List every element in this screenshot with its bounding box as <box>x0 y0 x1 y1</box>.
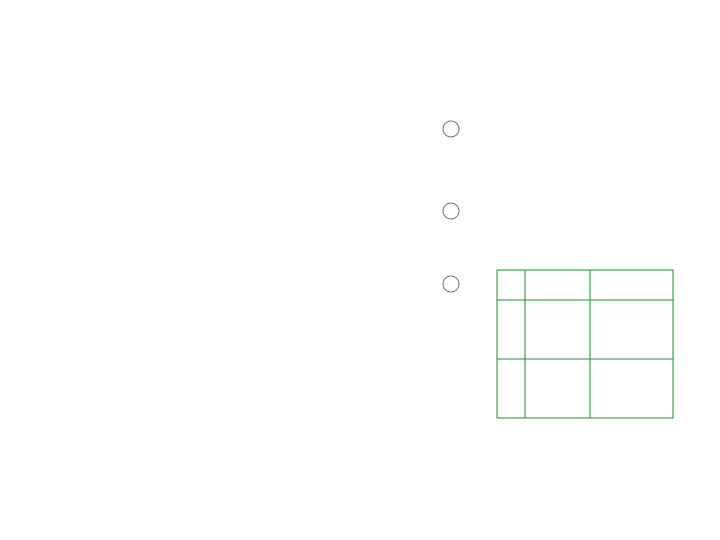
step-marker-1 <box>443 121 459 137</box>
step-marker-3 <box>443 276 459 292</box>
punnett-grid <box>497 270 673 418</box>
step-marker-2 <box>443 203 459 219</box>
